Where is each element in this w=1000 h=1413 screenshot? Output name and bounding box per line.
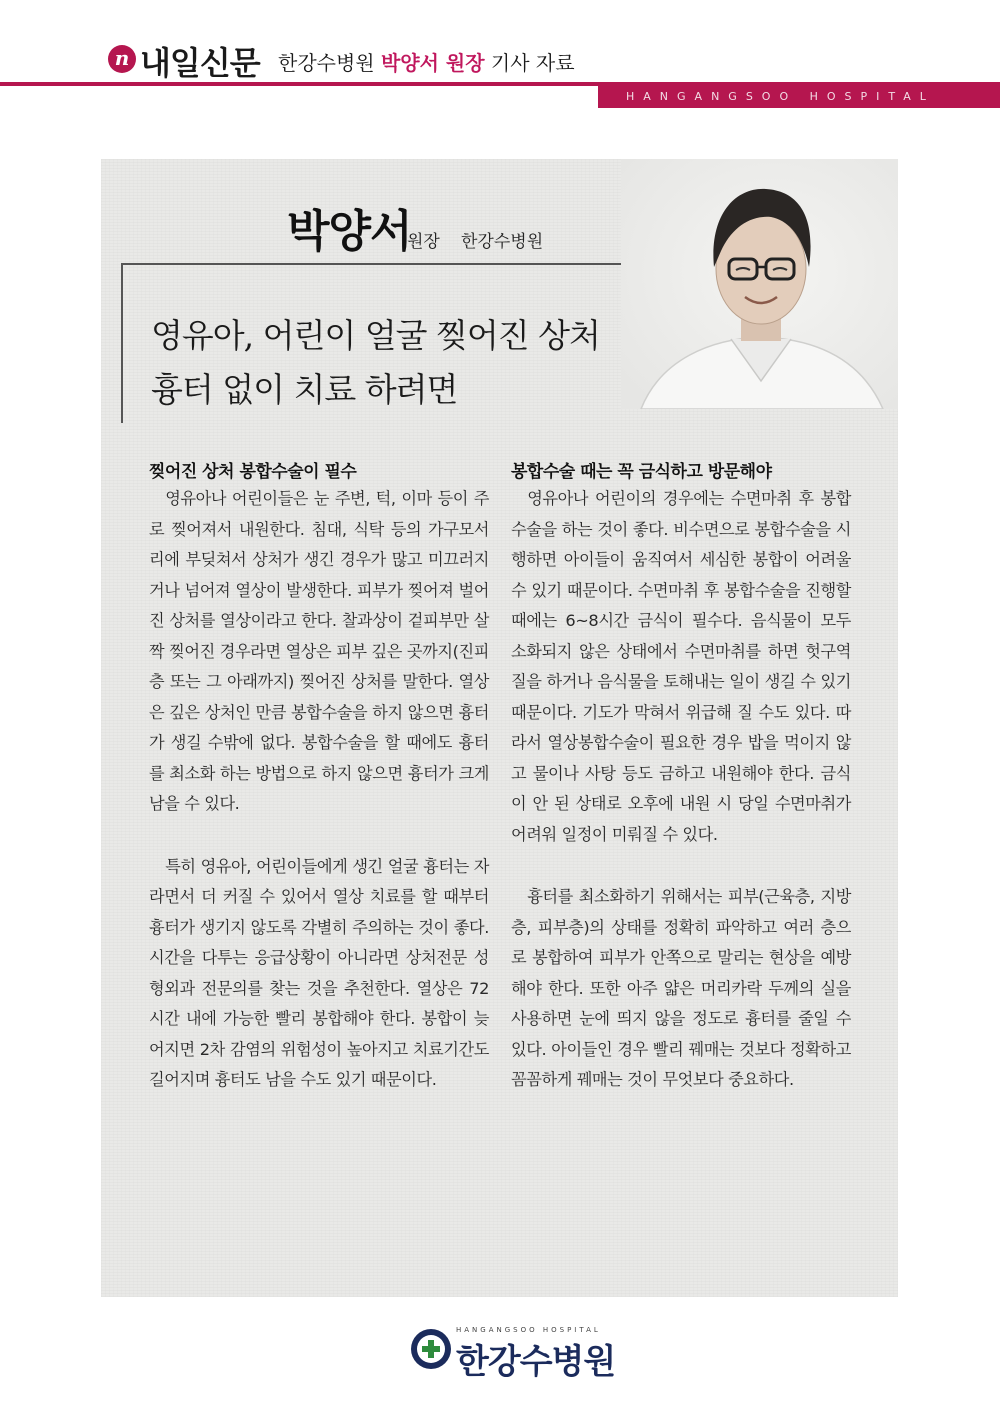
doctor-portrait-illustration — [621, 159, 898, 409]
newspaper-name: 내일신문 — [140, 44, 260, 82]
header-title-suffix: 기사 자료 — [490, 51, 575, 75]
header-title-highlight: 박양서 원장 — [380, 51, 485, 75]
article-column-left — [149, 457, 489, 1096]
right-paragraph-1: 영유아나 어린이의 경우에는 수면마취 후 봉합수술을 하는 것이 좋다. 비수면으로 봉합수술을 시행하면 아이들이 움직여서 세심한 봉합이 어려울 수 있기 때문이다. 수면마취 후 봉합수술을 진행할 때에는 6~8시간 금식이 필수다. 음식물이 모두 소화되지 않은 상태에서 수면마취를 하면 헛구역질을 하거나 음식물을 토해내는 일이 생길 수 있기 때문이다. 기도가 막혀서 위급해 질 수도 있다. 따라서 열상봉합수술이 필요한 경우 밥을 먹이지 않고 물이나 사탕 등도 금하고 내원해야 한다. 금식이 안 된 상태로 오후에 내원 시 당일 수면마취가 어려워 일정이 미뤄질 수 있다. — [511, 489, 851, 844]
right-subhead: 봉합수술 때는 꼭 금식하고 방문해야 — [511, 462, 772, 482]
page-header — [0, 0, 1000, 110]
headline-line-1: 영유아, 어린이 얼굴 찢어진 상처 — [151, 316, 600, 355]
footer-hospital-name: 한강수병원 — [456, 1342, 616, 1382]
article-column-right — [511, 457, 851, 1096]
headline-frame-left — [121, 263, 123, 423]
page-footer — [0, 1320, 1000, 1400]
footer-hospital-english: HANGANGSOO HOSPITAL — [456, 1326, 601, 1334]
left-paragraph-2: 특히 영유아, 어린이들에게 생긴 얼굴 흉터는 자라면서 더 커질 수 있어서 열상 치료를 할 때부터 흉터가 생기지 않도록 각별히 주의하는 것이 좋다. 시간을 다투는 응급상황이 아니라면 상처전문 성형외과 전문의를 찾는 것을 추천한다. 열상은 72시간 내에 가능한 빨리 봉합해야 한다. 봉합이 늦어지면 2차 감염의 위험성이 높아지고 치료기간도 길어지며 흉터도 남을 수도 있기 때문이다. — [149, 856, 489, 1089]
left-paragraph-1: 영유아나 어린이들은 눈 주변, 턱, 이마 등이 주로 찢어져서 내원한다. 침대, 식탁 등의 가구모서리에 부딪쳐서 상처가 생긴 경우가 많고 미끄러지거나 넘어져 열상이 발생한다. 피부가 찢어져 벌어진 상처를 열상이라고 한다. 찰과상이 겉피부만 살짝 찢어진 경우라면 열상은 피부 깊은 곳까지(진피층 또는 그 아래까지) 찢어진 상처를 말한다. 열상은 깊은 상처인 만큼 봉합수술을 하지 않으면 흉터가 생길 수밖에 없다. 봉합수술을 할 때에도 흉터를 최소화 하는 방법으로 하지 않으면 흉터가 크게 남을 수 있다. — [149, 489, 489, 813]
headline-frame-top — [121, 263, 681, 265]
doctor-photo — [621, 159, 898, 409]
header-hospital-bar: HANGANGSOO HOSPITAL — [598, 86, 1000, 108]
hospital-emblem-icon — [410, 1328, 452, 1370]
right-paragraph-2: 흉터를 최소화하기 위해서는 피부(근육층, 지방층, 피부층)의 상태를 정확히 파악하고 여러 층으로 봉합하여 피부가 안쪽으로 말리는 현상을 예방해야 한다. 또한 아주 얇은 머리카락 두께의 실을 사용하면 눈에 띄지 않을 정도로 흉터를 줄일 수 있다. 아이들인 경우 빨리 꿰매는 것보다 정확하고 꼼꼼하게 꿰매는 것이 무엇보다 중요하다. — [511, 887, 851, 1089]
article-headline — [151, 309, 600, 417]
headline-line-2: 흉터 없이 치료 하려면 — [151, 370, 458, 409]
doctor-name: 박양서 — [287, 206, 412, 257]
doctor-hospital: 한강수병원 — [461, 232, 544, 252]
header-title-prefix: 한강수병원 — [278, 51, 375, 75]
doctor-title: 원장 — [407, 232, 440, 252]
newspaper-logo-icon: n — [108, 45, 136, 73]
left-subhead: 찢어진 상처 봉합수술이 필수 — [149, 462, 357, 482]
article-clipping — [101, 159, 898, 1297]
header-title — [278, 47, 575, 76]
